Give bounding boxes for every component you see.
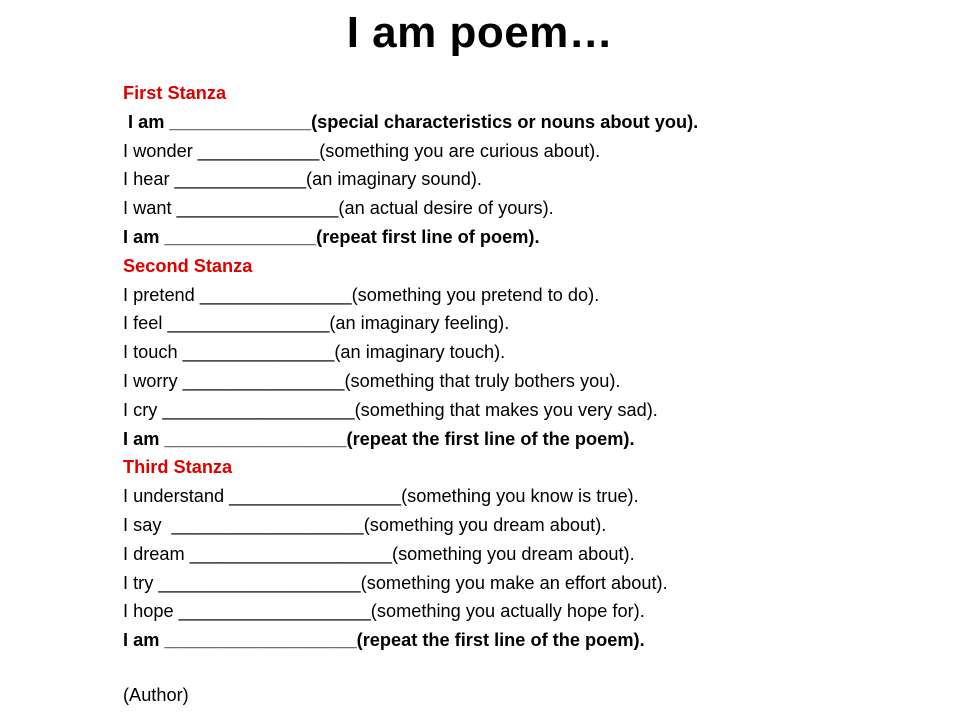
- stanza-heading: First Stanza: [123, 83, 227, 103]
- poem-prompt-line: I want ________________(an actual desire of yours).: [123, 198, 554, 219]
- poem-prompt-line: I say ___________________(something you dream about).: [123, 514, 607, 535]
- poem-prompt-line: I dream ____________________(something you dream about).: [123, 543, 635, 564]
- author-label: (Author): [123, 685, 189, 705]
- poem-prompt-line: I am _______________(repeat first line of poem).: [123, 226, 540, 247]
- poem-prompt-line: I pretend _______________(something you pretend to do).: [123, 284, 600, 305]
- poem-prompt-line: I cry ___________________(something that makes you very sad).: [123, 399, 658, 420]
- poem-prompt-line: I am ___________________(repeat the first line of the poem).: [123, 630, 645, 651]
- poem-prompt-line: I hear _____________(an imaginary sound).: [123, 169, 482, 190]
- poem-prompt-line: I touch _______________(an imaginary touch).: [123, 342, 506, 363]
- poem-prompt-line: I try ____________________(something you make an effort about).: [123, 572, 668, 593]
- poem-prompt-line: I wonder ____________(something you are curious about).: [123, 140, 601, 161]
- page-title: I am poem…: [346, 8, 614, 57]
- poem-prompt-line: I understand _________________(something you know is true).: [123, 486, 639, 507]
- stanza-heading: Third Stanza: [123, 457, 233, 478]
- poem-template-body: [123, 79, 953, 655]
- stanza-heading: Second Stanza: [123, 255, 253, 276]
- poem-prompt-line: I am __________________(repeat the first line of the poem).: [123, 428, 635, 449]
- poem-prompt-line: I feel ________________(an imaginary feeling).: [123, 313, 510, 334]
- poem-prompt-line: I hope ___________________(something you actually hope for).: [123, 601, 645, 622]
- poem-prompt-line: I worry ________________(something that truly bothers you).: [123, 370, 621, 391]
- poem-prompt-line: I am ______________(special characteristics or nouns about you).: [123, 111, 699, 132]
